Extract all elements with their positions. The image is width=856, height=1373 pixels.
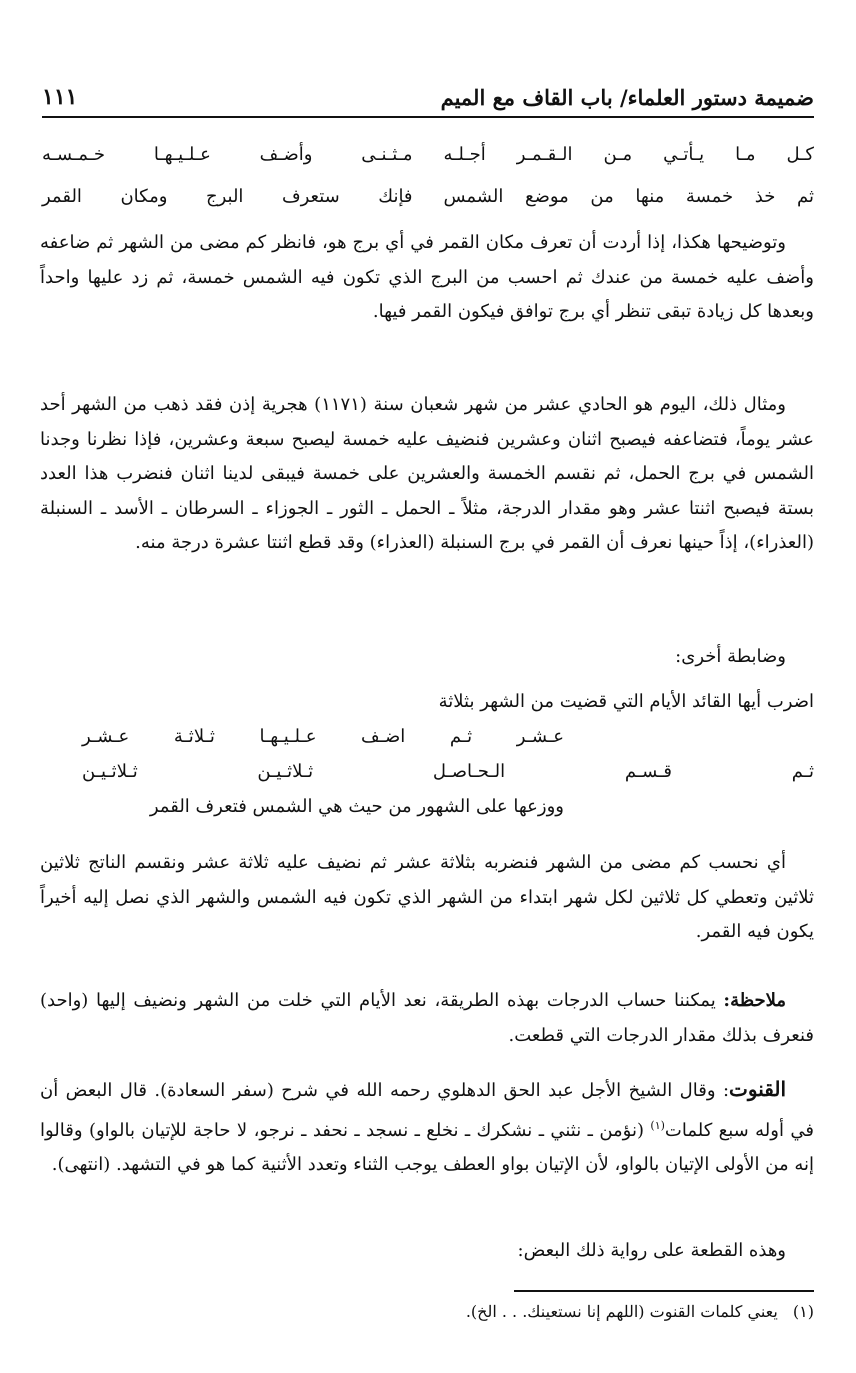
verse-second-hemistich: فإنك ستعرف البرج ومكان القمر [42,185,413,207]
page-number: ١١١ [42,84,78,110]
footnote-number: (١) [792,1302,814,1321]
verse-first-hemistich: كـل مـا يـأتـي مـن الـقـمـر أجـلـه [443,143,814,165]
paragraph-intro-fragment: وهذه القطعة على رواية ذلك البعض: [517,1240,786,1261]
verse-first-hemistich: ثم خذ خمسة منها من موضع الشمس [443,185,814,207]
paragraph-explanation: وتوضيحها هكذا، إذا أردت أن تعرف مكان القمر في أي برج هو، فانظر كم مضى من الشهر ثم ضاعفه وأضف عليه خمسة من عندك ثم احسب من البرج الذي تكون فيه الشمس خمسة، ثم زد عليها واحداً وبعدها كل زيادة تبقى تنظر أي برج توافق فيكون القمر فيها. [40,232,814,322]
note-text: يمكننا حساب الدرجات بهذه الطريقة، نعد الأيام التي خلت من الشهر ونضيف إليها (واحد) فنعرف بذلك مقدار الدرجات التي قطعت. [40,990,814,1046]
qunut-label: القنوت [729,1077,786,1101]
paragraph-example: ومثال ذلك، اليوم هو الحادي عشر من شهر شعبان سنة (١١٧١) هجرية إذن فقد ذهب من الشهر أحد عشر يوماً، فتضاعفه فيصبح اثنان وعشرين فنضيف عليه خمسة ليصبح سبعة وعشرين، فإذا نظرنا وجدنا الشمس في برج الحمل، ثم نقسم الخمسة والعشرين على خمسة فيبقى لدينا اثنان فنضرب هذا العدد بستة فيصبح اثنتا عشر وهو مقدار الدرجة، مثلاً ـ الحمل ـ الثور ـ الجوزاء ـ السرطان ـ الأسد ـ السنبلة (العذراء)، إذاً حينها نعرف أن القمر في برج السنبلة (العذراء) وقد قطع اثنتا عشرة درجة منه. [40,394,814,553]
verse-second-hemistich: مـثـنـى وأضـف عـلـيـهـا خـمـسـه [42,143,413,165]
footnote-text: يعني كلمات القنوت (اللهم إنا نستعينك. . . الخ). [465,1302,778,1321]
paragraph-rule-explanation: أي نحسب كم مضى من الشهر فنضربه بثلاثة عشر ثم نضيف عليه ثلاثة عشر ونقسم الناتج ثلاثين ثلاثين وتعطي كل ثلاثين لكل شهر ابتداء من الشهر الذي تكون فيه الشمس والشهر الذي نصل إليه أخيراً يكون فيه القمر. [40,852,814,942]
footnote-divider [514,1290,814,1292]
page-header [42,72,814,118]
footnote-reference: (١) [650,1118,665,1132]
paragraph-note [40,984,814,1053]
verse-line [42,180,814,212]
verse-line [42,138,814,170]
running-title: ضميمة دستور العلماء/ باب القاف مع الميم [440,85,814,110]
opening-verse [42,138,814,212]
poem-line: اضرب أيها القائد الأيام التي قضيت من الشهر بثلاثة [438,691,814,712]
poem-line: ثـم قـسـم الـحـاصـل ثـلاثـيـن ثـلاثـيـن [82,761,814,782]
poem-line: عـشـر ثـم اضـف عـلـيـهـا ثـلاثـة عـشـر [82,726,564,747]
qunut-text-continued: (نؤمن ـ نثني ـ نشكرك ـ نخلع ـ نسجد ـ نحفد ـ نرجو، لا حاجة للإتيان بالواو) وقالوا إنه من الأولى الإتيان بالواو، لأن الإتيان بواو العطف يوجب الثناء وتعدد الأثنية كما هو في التشهد. (انتهى). [40,1119,814,1175]
footnote [42,1302,814,1321]
note-label: ملاحظة: [723,990,786,1011]
paragraph-another-rule: وضابطة أخرى: [675,646,786,667]
paragraph-qunut [40,1072,814,1183]
rule-poem [42,684,814,824]
poem-line: ووزعها على الشهور من حيث هي الشمس فتعرف القمر [149,796,564,817]
qunut-text: : وقال الشيخ الأجل عبد الحق الدهلوي رحمه الله في شرح (سفر السعادة). قال البعض أن في أوله سبع كلمات [40,1080,814,1141]
